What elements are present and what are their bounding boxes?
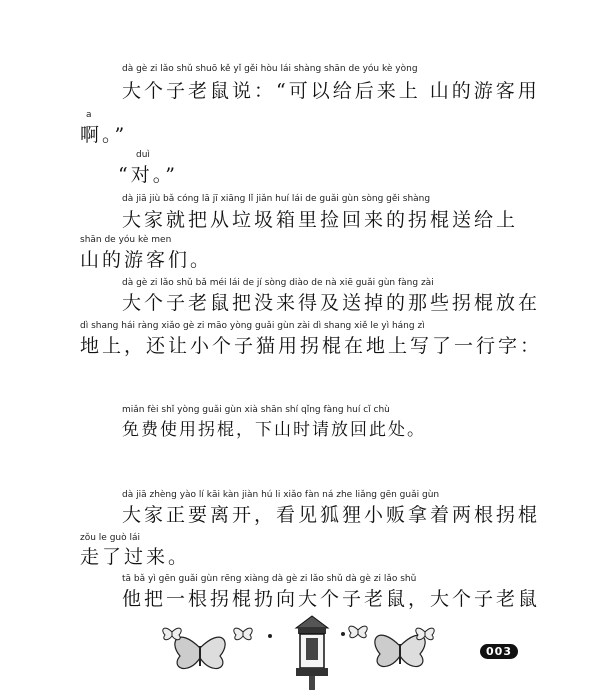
small-butterfly-icon: [163, 628, 181, 640]
hanzi-line-7: 地上，还让小个子猫用拐棍在地上写了一行字：: [80, 335, 543, 357]
butterfly-icon: [375, 635, 425, 666]
hanzi-line-5: 山的游客们。: [80, 249, 213, 271]
small-butterfly-icon: [234, 628, 252, 640]
hanzi-line-9: 走了过来。: [80, 546, 191, 568]
hanzi-line-2: 啊。”: [80, 124, 128, 146]
sign-pinyin: miǎn fèi shǐ yòng guǎi gùn xià shān shí qǐng fàng huí cǐ chù: [122, 405, 390, 415]
pinyin-line-5: shān de yóu kè men: [80, 235, 172, 245]
small-butterfly-icon: [416, 628, 434, 640]
hanzi-line-4: 大家就把从垃圾箱里捡回来的拐棍送给上: [122, 209, 519, 231]
pinyin-line-10: tā bǎ yì gēn guǎi gùn rēng xiàng dà gè zi lǎo shǔ dà gè zi lǎo shǔ: [122, 574, 417, 584]
page-number: 003: [480, 644, 518, 659]
hanzi-line-1: 大个子老鼠说：“可以给后来上 山的游客用: [122, 80, 540, 102]
hanzi-line-3: “对。”: [118, 164, 178, 186]
sign-hanzi: 免费使用拐棍，下山时请放回此处。: [122, 420, 426, 440]
pinyin-line-7: dì shang hái ràng xiǎo gè zi māo yòng guǎi gùn zài dì shang xiě le yì háng zì: [80, 321, 425, 331]
hanzi-line-6: 大个子老鼠把没来得及送掉的那些拐棍放在: [122, 292, 541, 314]
pinyin-line-3: duì: [136, 150, 150, 160]
hanzi-line-10: 他把一根拐棍扔向大个子老鼠，大个子老鼠: [122, 588, 541, 610]
pinyin-line-1: dà gè zi lǎo shǔ shuō kě yǐ gěi hòu lái shàng shān de yóu kè yòng: [122, 64, 418, 74]
pinyin-line-6: dà gè zi lǎo shǔ bǎ méi lái de jí sòng diào de nà xiē guǎi gùn fàng zài: [122, 278, 434, 288]
pinyin-line-2: a: [86, 110, 92, 120]
lantern-icon: [296, 616, 328, 690]
small-butterfly-icon: [349, 626, 367, 638]
hanzi-line-8: 大家正要离开，看见狐狸小贩拿着两根拐棍: [122, 504, 541, 526]
pinyin-line-8: dà jiā zhèng yào lí kāi kàn jiàn hú li xiǎo fàn ná zhe liǎng gēn guǎi gùn: [122, 490, 440, 500]
butterfly-icon: [175, 637, 225, 668]
pinyin-line-9: zǒu le guò lái: [80, 533, 140, 543]
pinyin-line-4: dà jiā jiù bǎ cóng lā jī xiāng lǐ jiǎn huí lái de guǎi gùn sòng gěi shàng: [122, 194, 431, 204]
